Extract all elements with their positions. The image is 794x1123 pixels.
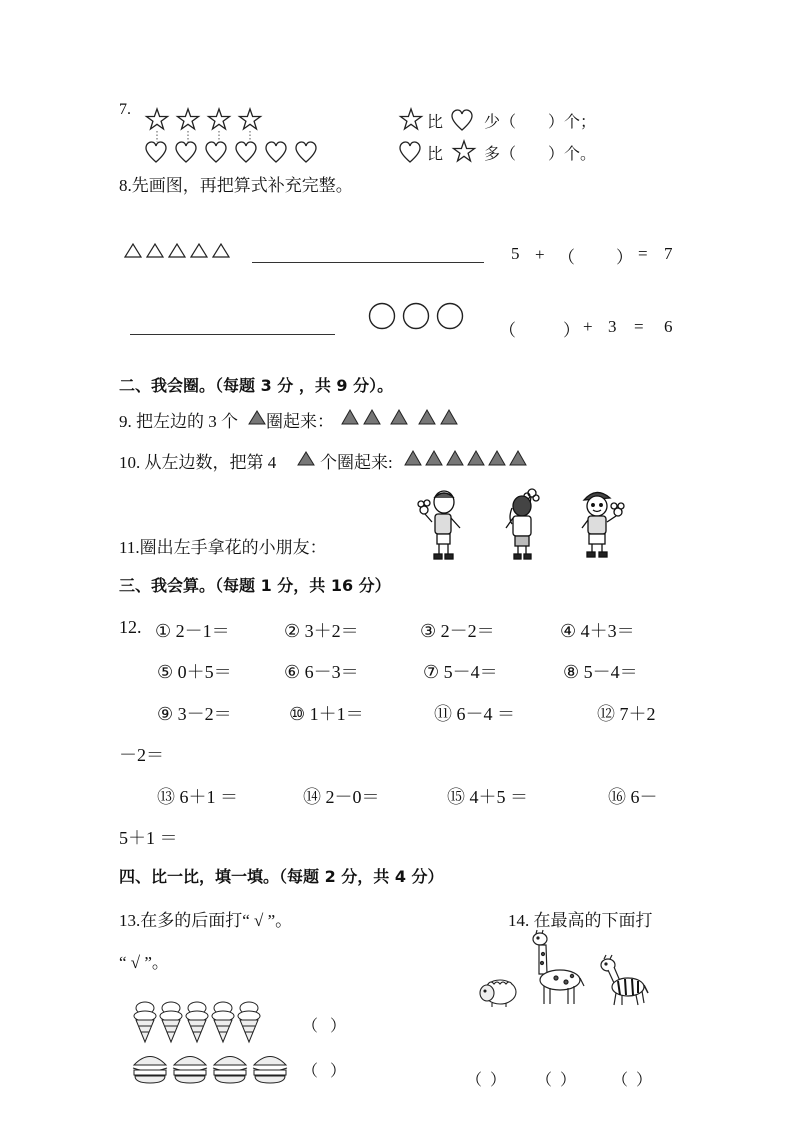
ice-cream-icon <box>186 1002 208 1042</box>
q9-triangles[interactable] <box>342 410 462 425</box>
burger-icon <box>213 1057 247 1084</box>
heart-icon <box>206 142 226 162</box>
ice-cream-icon <box>160 1002 182 1042</box>
star-icon <box>400 108 424 132</box>
q9-text: 9. 把左边的 3 个 <box>119 412 238 431</box>
q7-line1-text-b: 少（ <box>484 114 517 131</box>
q10-triangles[interactable] <box>405 451 535 466</box>
q11-text: 11.圈出左手拿花的小朋友： <box>119 538 327 557</box>
heart-icon <box>146 142 166 162</box>
q8-eq2-close: ） <box>563 321 580 340</box>
q10-text: 10. 从左边数，把第 4 <box>119 453 277 472</box>
star-icon <box>240 109 261 129</box>
triangle-filled-icon <box>489 451 505 465</box>
q8-draw-line-1[interactable] <box>252 261 484 263</box>
triangle-icon <box>169 244 185 257</box>
calc-item-7[interactable]: ⑦ 5－4＝ <box>423 662 498 682</box>
q8-eq1-a: 5 <box>511 244 520 263</box>
q8-eq2-plus: + <box>583 317 593 336</box>
q8-eq1-open[interactable]: （ <box>558 248 575 267</box>
calc-item-12-wrap: －2＝ <box>119 745 164 765</box>
child-with-flower-2[interactable] <box>500 488 544 560</box>
calc-item-11[interactable]: ⑪ 6－4 ＝ <box>434 704 515 724</box>
q14-answer-2[interactable]: （ ） <box>536 1072 577 1089</box>
heart-icon <box>266 142 286 162</box>
sheep-icon <box>478 975 518 1009</box>
q8-triangles <box>125 243 230 259</box>
q13-text: 13.在多的后面打“ √ ”。 <box>119 911 293 930</box>
burger-row <box>133 1050 293 1086</box>
triangle-filled-icon <box>468 451 484 465</box>
q14-answer-1[interactable]: （ ） <box>466 1072 507 1089</box>
calc-item-12[interactable]: ⑫ 7＋2 <box>597 704 656 724</box>
triangle-filled-icon <box>249 411 265 425</box>
q8-draw-line-2[interactable] <box>130 333 335 335</box>
ice-cream-icon <box>134 1002 156 1042</box>
calc-item-1[interactable]: ① 2－1＝ <box>155 621 230 641</box>
calc-item-10[interactable]: ⑩ 1＋1＝ <box>289 704 364 724</box>
star-icon <box>209 109 230 129</box>
triangle-filled-icon <box>342 410 358 424</box>
q8-eq2-open[interactable]: （ <box>499 321 516 340</box>
q7-line2-answer-close[interactable]: ）个。 <box>548 146 597 163</box>
q8-eq1-close: ） <box>616 248 633 267</box>
calc-item-6[interactable]: ⑥ 6－3＝ <box>284 662 359 682</box>
ice-cream-row <box>133 1000 268 1044</box>
calc-item-3[interactable]: ③ 2－2＝ <box>420 621 495 641</box>
q7-line1-answer-close[interactable]: ）个； <box>548 114 597 131</box>
circle-icon <box>438 304 463 329</box>
calc-item-13[interactable]: ⑬ 6＋1 ＝ <box>157 787 238 807</box>
ice-cream-icon <box>212 1002 234 1042</box>
q7-hearts-row <box>146 142 326 166</box>
q14-text-wrap: “ √ ”。 <box>119 953 169 972</box>
calc-item-2[interactable]: ② 3＋2＝ <box>284 621 359 641</box>
heart-icon <box>296 142 316 162</box>
ice-cream-icon <box>238 1002 260 1042</box>
section-2-heading: 二、我会圈。（每题 3 分 ，共 9 分）。 <box>119 376 394 395</box>
heart-icon <box>236 142 256 162</box>
q8-eq2-eq: = <box>634 317 644 336</box>
triangle-filled-icon <box>441 410 457 424</box>
q8-eq2-b: 3 <box>608 317 617 336</box>
heart-icon <box>400 142 422 164</box>
heart-icon <box>452 110 474 132</box>
q7-line2-text-b: 多（ <box>484 146 517 163</box>
circle-icon <box>370 304 395 329</box>
star-icon <box>453 140 477 164</box>
triangle-filled-icon <box>419 410 435 424</box>
q8-circles <box>369 303 465 331</box>
triangle-filled-icon <box>510 451 526 465</box>
calc-item-14[interactable]: ⑭ 2－0＝ <box>303 787 380 807</box>
star-icon <box>178 109 199 129</box>
calc-item-4[interactable]: ④ 4＋3＝ <box>560 621 635 641</box>
calc-item-16[interactable]: ⑯ 6－ <box>608 787 658 807</box>
q8-eq1-eq: = <box>638 244 648 263</box>
q10-tail: 个圈起来: <box>320 453 393 472</box>
q9-tail: 圈起来： <box>266 412 334 431</box>
calc-item-16-wrap: 5＋1 ＝ <box>119 828 178 848</box>
giraffe-icon <box>528 930 584 1008</box>
q8-eq2-result: 6 <box>664 317 673 336</box>
burger-icon <box>253 1057 287 1084</box>
heart-icon <box>176 142 196 162</box>
triangle-filled-icon <box>447 451 463 465</box>
q13-answer-2[interactable]: （ ） <box>302 1063 347 1080</box>
triangle-icon <box>191 244 207 257</box>
q7-number: 7. <box>119 101 131 118</box>
child-with-flower-3[interactable] <box>574 488 626 560</box>
q7-line2-text-a: 比 <box>427 146 444 163</box>
q8-eq1-plus: + <box>535 245 545 264</box>
zebra-icon <box>598 955 650 1007</box>
calc-item-5[interactable]: ⑤ 0＋5＝ <box>157 662 232 682</box>
triangle-filled-icon <box>426 451 442 465</box>
burger-icon <box>173 1057 207 1084</box>
star-icon <box>147 109 168 129</box>
q12-number: 12. <box>119 617 142 637</box>
q8-eq1-result: 7 <box>664 244 673 263</box>
triangle-icon <box>147 244 163 257</box>
calc-item-8[interactable]: ⑧ 5－4＝ <box>563 662 638 682</box>
calc-item-9[interactable]: ⑨ 3－2＝ <box>157 704 232 724</box>
burger-icon <box>133 1057 167 1084</box>
q8-title: 8.先画图，再把算式补充完整。 <box>119 176 353 195</box>
circle-icon <box>404 304 429 329</box>
triangle-filled-icon <box>364 410 380 424</box>
triangle-filled-icon <box>298 452 314 466</box>
q7-stars-row <box>146 108 266 134</box>
q14-answer-3[interactable]: （ ） <box>612 1072 653 1089</box>
calc-item-15[interactable]: ⑮ 4＋5 ＝ <box>447 787 528 807</box>
q7-line1-text-a: 比 <box>427 114 444 131</box>
triangle-filled-icon <box>405 451 421 465</box>
section-4-heading: 四、比一比，填一填。（每题 2 分，共 4 分） <box>119 867 444 886</box>
triangle-filled-icon <box>391 410 407 424</box>
q14-text: 14. 在最高的下面打 <box>508 911 653 930</box>
child-with-flower-1[interactable] <box>418 488 466 560</box>
section-3-heading: 三、我会算。（每题 1 分，共 16 分） <box>119 576 391 595</box>
q13-answer-1[interactable]: （ ） <box>302 1018 347 1035</box>
triangle-icon <box>213 244 229 257</box>
triangle-icon <box>125 244 141 257</box>
